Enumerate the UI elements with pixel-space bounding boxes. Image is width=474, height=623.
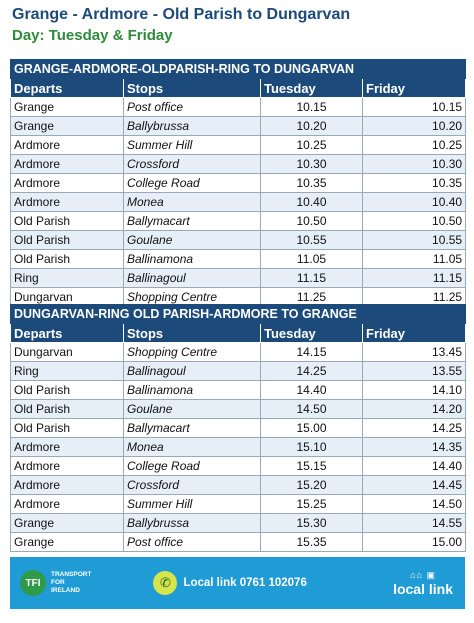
friday-time-cell: 14.20	[363, 400, 466, 419]
departs-cell: Ardmore	[11, 476, 124, 495]
col-friday: Friday	[363, 79, 466, 98]
local-link-brand	[393, 570, 453, 597]
stop-cell: Monea	[124, 193, 261, 212]
col-tuesday: Tuesday	[261, 324, 363, 343]
outbound-timetable	[10, 59, 466, 307]
friday-time-cell: 10.20	[363, 117, 466, 136]
friday-time-cell: 14.45	[363, 476, 466, 495]
table-row	[11, 495, 466, 514]
stop-cell: College Road	[124, 174, 261, 193]
page-title: Grange - Ardmore - Old Parish to Dungarvan	[12, 6, 351, 23]
inbound-timetable	[10, 304, 466, 552]
friday-time-cell: 14.10	[363, 381, 466, 400]
tuesday-time-cell: 15.30	[261, 514, 363, 533]
tfi-brand	[20, 570, 91, 596]
friday-time-cell: 11.25	[363, 288, 466, 307]
departs-cell: Ardmore	[11, 136, 124, 155]
departs-cell: Grange	[11, 514, 124, 533]
tuesday-time-cell: 10.40	[261, 193, 363, 212]
departs-cell: Old Parish	[11, 250, 124, 269]
departs-cell: Dungarvan	[11, 343, 124, 362]
phone-text: Local link 0761 102076	[183, 577, 307, 589]
stop-cell: Ballinamona	[124, 250, 261, 269]
col-stops: Stops	[124, 79, 261, 98]
tuesday-time-cell: 10.30	[261, 155, 363, 174]
friday-time-cell: 10.40	[363, 193, 466, 212]
tuesday-time-cell: 15.20	[261, 476, 363, 495]
tuesday-time-cell: 10.20	[261, 117, 363, 136]
tuesday-time-cell: 10.15	[261, 98, 363, 117]
tfi-line-2: FOR	[51, 579, 65, 586]
stop-cell: Ballymacart	[124, 419, 261, 438]
departs-cell: Old Parish	[11, 400, 124, 419]
departs-cell: Grange	[11, 98, 124, 117]
table-row	[11, 476, 466, 495]
friday-time-cell: 14.25	[363, 419, 466, 438]
friday-time-cell: 11.05	[363, 250, 466, 269]
tuesday-time-cell: 15.00	[261, 419, 363, 438]
local-link-logo: local link	[393, 580, 453, 597]
departs-cell: Old Parish	[11, 419, 124, 438]
stop-cell: College Road	[124, 457, 261, 476]
col-tuesday: Tuesday	[261, 79, 363, 98]
friday-time-cell: 15.00	[363, 533, 466, 552]
tuesday-time-cell: 14.50	[261, 400, 363, 419]
friday-time-cell: 14.50	[363, 495, 466, 514]
departs-cell: Ring	[11, 269, 124, 288]
table-row	[11, 250, 466, 269]
table-row	[11, 400, 466, 419]
table-row	[11, 457, 466, 476]
stop-cell: Crossford	[124, 476, 261, 495]
house-bus-icon: ⌂⌂ ▣	[410, 569, 436, 580]
tuesday-time-cell: 14.40	[261, 381, 363, 400]
departs-cell: Ardmore	[11, 174, 124, 193]
table-row	[11, 362, 466, 381]
friday-time-cell: 10.30	[363, 155, 466, 174]
stop-cell: Ballinagoul	[124, 362, 261, 381]
departs-cell: Old Parish	[11, 212, 124, 231]
departs-cell: Old Parish	[11, 231, 124, 250]
stop-cell: Ballymacart	[124, 212, 261, 231]
page-subtitle: Day: Tuesday & Friday	[12, 27, 173, 44]
table-row	[11, 212, 466, 231]
tuesday-time-cell: 14.15	[261, 343, 363, 362]
table-row	[11, 514, 466, 533]
stop-cell: Ballybrussa	[124, 117, 261, 136]
friday-time-cell: 13.55	[363, 362, 466, 381]
tfi-line-1: TRANSPORT	[51, 571, 92, 578]
departs-cell: Old Parish	[11, 381, 124, 400]
stop-cell: Crossford	[124, 155, 261, 174]
tuesday-time-cell: 14.25	[261, 362, 363, 381]
tfi-line-3: IRELAND	[51, 587, 80, 594]
departs-cell: Ardmore	[11, 438, 124, 457]
tfi-text	[51, 571, 91, 595]
tuesday-time-cell: 15.25	[261, 495, 363, 514]
table-row	[11, 117, 466, 136]
tuesday-time-cell: 15.35	[261, 533, 363, 552]
tuesday-time-cell: 10.50	[261, 212, 363, 231]
friday-time-cell: 14.40	[363, 457, 466, 476]
departs-cell: Grange	[11, 117, 124, 136]
stop-cell: Post office	[124, 533, 261, 552]
phone-icon: ✆	[153, 571, 177, 595]
table-row	[11, 419, 466, 438]
tfi-logo: TFI	[20, 570, 46, 596]
outbound-heading: GRANGE-ARDMORE-OLDPARISH-RING TO DUNGARVAN	[11, 60, 466, 79]
table-row	[11, 343, 466, 362]
departs-cell: Ardmore	[11, 457, 124, 476]
departs-cell: Ardmore	[11, 495, 124, 514]
col-stops: Stops	[124, 324, 261, 343]
tuesday-time-cell: 11.25	[261, 288, 363, 307]
stop-cell: Ballybrussa	[124, 514, 261, 533]
stop-cell: Shopping Centre	[124, 288, 261, 307]
inbound-heading: DUNGARVAN-RING OLD PARISH-ARDMORE TO GRANGE	[11, 305, 466, 324]
stop-cell: Goulane	[124, 400, 261, 419]
friday-time-cell: 10.50	[363, 212, 466, 231]
table-row	[11, 193, 466, 212]
friday-time-cell: 10.25	[363, 136, 466, 155]
departs-cell: Dungarvan	[11, 288, 124, 307]
tuesday-time-cell: 15.15	[261, 457, 363, 476]
friday-time-cell: 14.35	[363, 438, 466, 457]
table-row	[11, 533, 466, 552]
table-row	[11, 381, 466, 400]
tuesday-time-cell: 10.35	[261, 174, 363, 193]
footer-banner	[10, 557, 465, 609]
departs-cell: Ardmore	[11, 155, 124, 174]
stop-cell: Monea	[124, 438, 261, 457]
tuesday-time-cell: 10.25	[261, 136, 363, 155]
stop-cell: Shopping Centre	[124, 343, 261, 362]
tuesday-time-cell: 15.10	[261, 438, 363, 457]
friday-time-cell: 14.55	[363, 514, 466, 533]
stop-cell: Ballinagoul	[124, 269, 261, 288]
tuesday-time-cell: 11.05	[261, 250, 363, 269]
stop-cell: Post office	[124, 98, 261, 117]
tuesday-time-cell: 10.55	[261, 231, 363, 250]
table-row	[11, 136, 466, 155]
table-row	[11, 269, 466, 288]
col-friday: Friday	[363, 324, 466, 343]
col-departs: Departs	[11, 324, 124, 343]
departs-cell: Ardmore	[11, 193, 124, 212]
tuesday-time-cell: 11.15	[261, 269, 363, 288]
friday-time-cell: 10.15	[363, 98, 466, 117]
friday-time-cell: 10.35	[363, 174, 466, 193]
departs-cell: Grange	[11, 533, 124, 552]
table-row	[11, 155, 466, 174]
stop-cell: Summer Hill	[124, 495, 261, 514]
stop-cell: Goulane	[124, 231, 261, 250]
departs-cell: Ring	[11, 362, 124, 381]
table-row	[11, 438, 466, 457]
table-row	[11, 231, 466, 250]
friday-time-cell: 10.55	[363, 231, 466, 250]
friday-time-cell: 11.15	[363, 269, 466, 288]
table-row	[11, 174, 466, 193]
table-row	[11, 98, 466, 117]
stop-cell: Ballinamona	[124, 381, 261, 400]
stop-cell: Summer Hill	[124, 136, 261, 155]
col-departs: Departs	[11, 79, 124, 98]
friday-time-cell: 13.45	[363, 343, 466, 362]
phone-contact	[153, 571, 306, 595]
